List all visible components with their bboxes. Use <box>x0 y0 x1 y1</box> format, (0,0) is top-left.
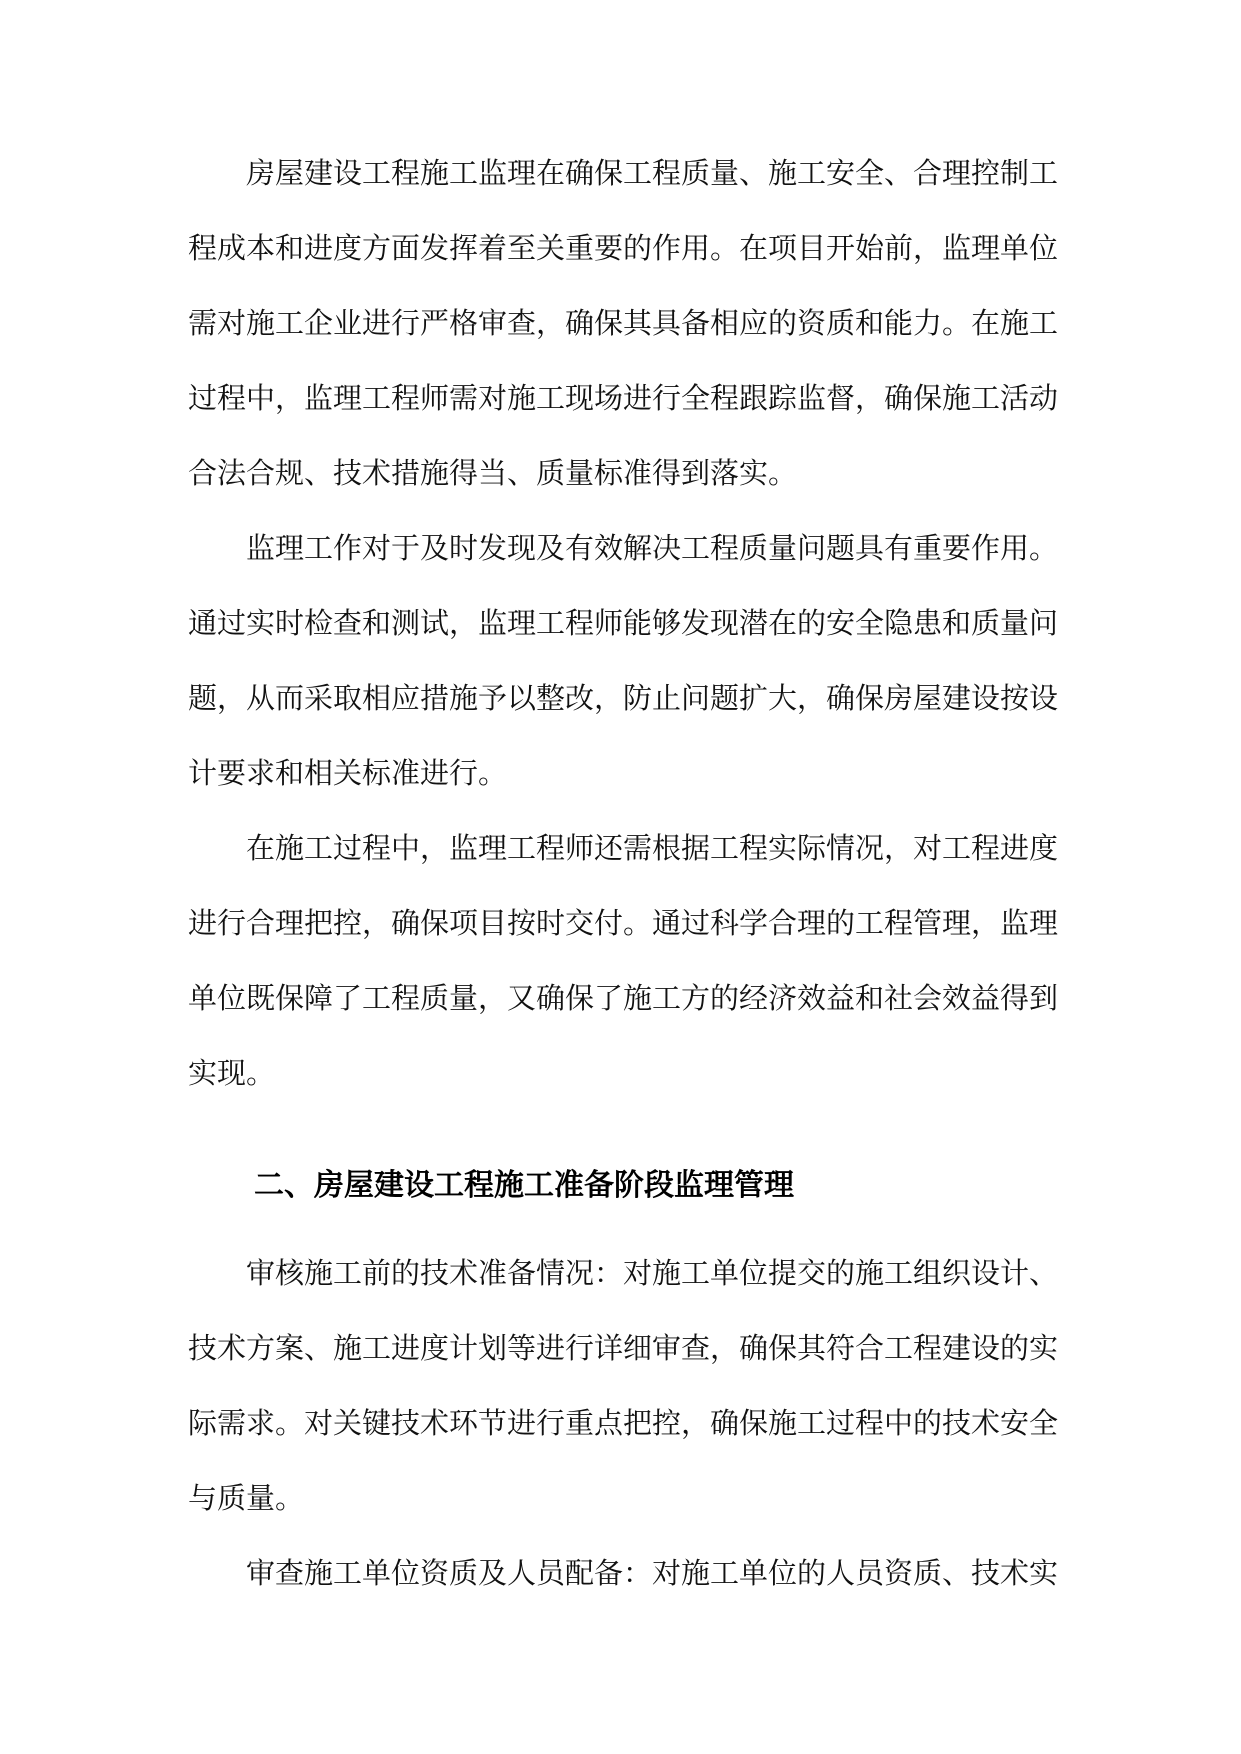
section-heading: 二、房屋建设工程施工准备阶段监理管理 <box>254 1168 794 1203</box>
text-line: 监理工作对于及时发现及有效解决工程质量问题具有重要作用。 <box>246 531 1059 565</box>
text-line: 房屋建设工程施工监理在确保工程质量、施工安全、合理控制工 <box>246 156 1059 190</box>
text-line: 在施工过程中，监理工程师还需根据工程实际情况，对工程进度 <box>246 831 1059 865</box>
text-line: 技术方案、施工进度计划等进行详细审查，确保其符合工程建设的实 <box>188 1331 1059 1365</box>
text-line: 合法合规、技术措施得当、质量标准得到落实。 <box>188 456 798 490</box>
text-line: 审查施工单位资质及人员配备：对施工单位的人员资质、技术实 <box>246 1556 1059 1590</box>
text-line: 过程中，监理工程师需对施工现场进行全程跟踪监督，确保施工活动 <box>188 381 1059 415</box>
text-line: 需对施工企业进行严格审查，确保其具备相应的资质和能力。在施工 <box>188 306 1059 340</box>
text-line: 单位既保障了工程质量，又确保了施工方的经济效益和社会效益得到 <box>188 981 1059 1015</box>
text-line: 通过实时检查和测试，监理工程师能够发现潜在的安全隐患和质量问 <box>188 606 1059 640</box>
text-line: 际需求。对关键技术环节进行重点把控，确保施工过程中的技术安全 <box>188 1406 1059 1440</box>
text-line: 程成本和进度方面发挥着至关重要的作用。在项目开始前，监理单位 <box>188 231 1059 265</box>
text-line: 计要求和相关标准进行。 <box>188 756 508 790</box>
text-line: 实现。 <box>188 1056 276 1090</box>
text-line: 与质量。 <box>188 1481 305 1515</box>
text-line: 题，从而采取相应措施予以整改，防止问题扩大，确保房屋建设按设 <box>188 681 1059 715</box>
text-line: 进行合理把控，确保项目按时交付。通过科学合理的工程管理，监理 <box>188 906 1059 940</box>
text-line: 审核施工前的技术准备情况：对施工单位提交的施工组织设计、 <box>246 1256 1059 1290</box>
